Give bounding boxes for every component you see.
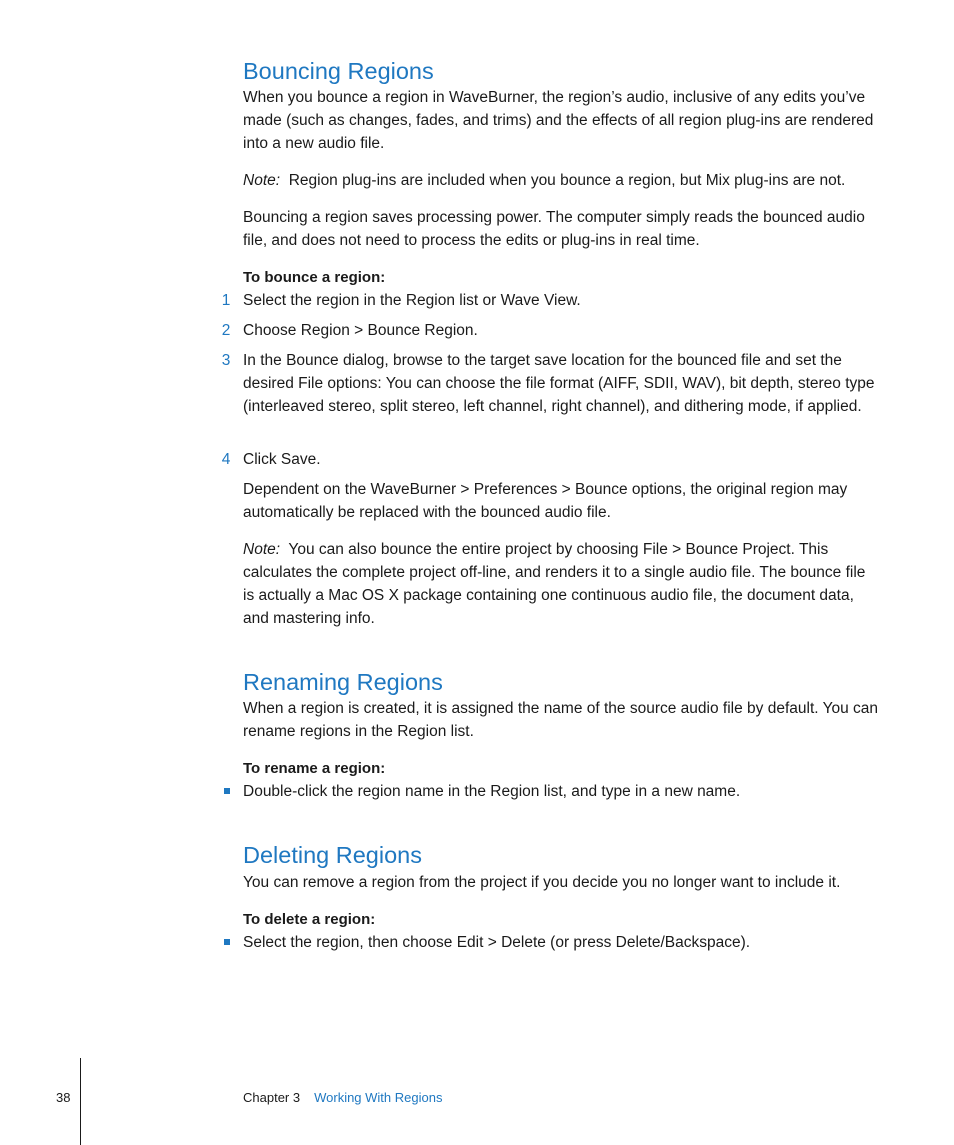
- bouncing-intro: When you bounce a region in WaveBurner, the region’s audio, inclusive of any edits you’ve made (such as changes, fades, and trims) and the effects of all region plug-ins are rendered into a new audio file.: [243, 89, 874, 152]
- chapter-title: Working With Regions: [314, 1090, 443, 1105]
- bouncing-paragraph-2: Bouncing a region saves processing power. The computer simply reads the bounced audio file, and does not need to process the edits or plug-ins in real time.: [243, 209, 865, 249]
- step-number-3: 3: [221, 352, 231, 369]
- chapter-label: Chapter 3: [243, 1090, 301, 1105]
- rename-bullet-text: Double-click the region name in the Region list, and type in a new name.: [243, 783, 741, 800]
- section-heading-deleting: Deleting Regions: [243, 842, 422, 868]
- note-text: Region plug-ins are included when you bounce a region, but Mix plug-ins are not.: [288, 172, 846, 189]
- step-text-3: In the Bounce dialog, browse to the target save location for the bounced file and set the desired File options: You can choose the file format (AIFF, SDII, WAV), bit depth, stereo type (interleaved stereo, split stereo, left channel, right channel), and dithering mode, if applied.: [243, 352, 875, 415]
- step-text-1: Select the region in the Region list or Wave View.: [243, 292, 581, 309]
- note-label: Note:: [243, 541, 281, 558]
- section-heading-renaming: Renaming Regions: [243, 669, 443, 695]
- step-text-4: Click Save.: [243, 451, 321, 468]
- page-number: 38: [56, 1090, 71, 1105]
- footer-divider: [80, 1058, 81, 1145]
- note-text: You can also bounce the entire project by choosing File > Bounce Project. This calculates the complete project off-line, and renders it to a single audio file. The bounce file is actually a Mac OS X package containing one continuous audio file, the document data, and mastering info.: [243, 541, 866, 627]
- section-heading-bouncing: Bouncing Regions: [243, 58, 434, 84]
- rename-procedure-heading: To rename a region:: [243, 760, 386, 777]
- step-text-2: Choose Region > Bounce Region.: [243, 322, 478, 339]
- bounce-procedure-heading: To bounce a region:: [243, 269, 386, 286]
- bouncing-note-1: [243, 169, 879, 192]
- deleting-intro: You can remove a region from the project if you decide you no longer want to include it.: [243, 874, 841, 891]
- step-number-4: 4: [221, 451, 231, 468]
- footer-chapter: [243, 1090, 442, 1106]
- note-label: Note:: [243, 172, 281, 189]
- step-number-1: 1: [221, 292, 231, 309]
- square-bullet-icon: [224, 939, 230, 945]
- delete-bullet-text: Select the region, then choose Edit > Delete (or press Delete/Backspace).: [243, 934, 751, 951]
- bouncing-note-2: [243, 538, 879, 630]
- delete-procedure-heading: To delete a region:: [243, 911, 376, 928]
- square-bullet-icon: [224, 788, 230, 794]
- renaming-intro: When a region is created, it is assigned the name of the source audio file by default. You can rename regions in the Region list.: [243, 700, 879, 740]
- step-number-2: 2: [221, 322, 231, 339]
- bouncing-after-steps: Dependent on the WaveBurner > Preferences > Bounce options, the original region may automatically be replaced with the bounced audio file.: [243, 481, 848, 521]
